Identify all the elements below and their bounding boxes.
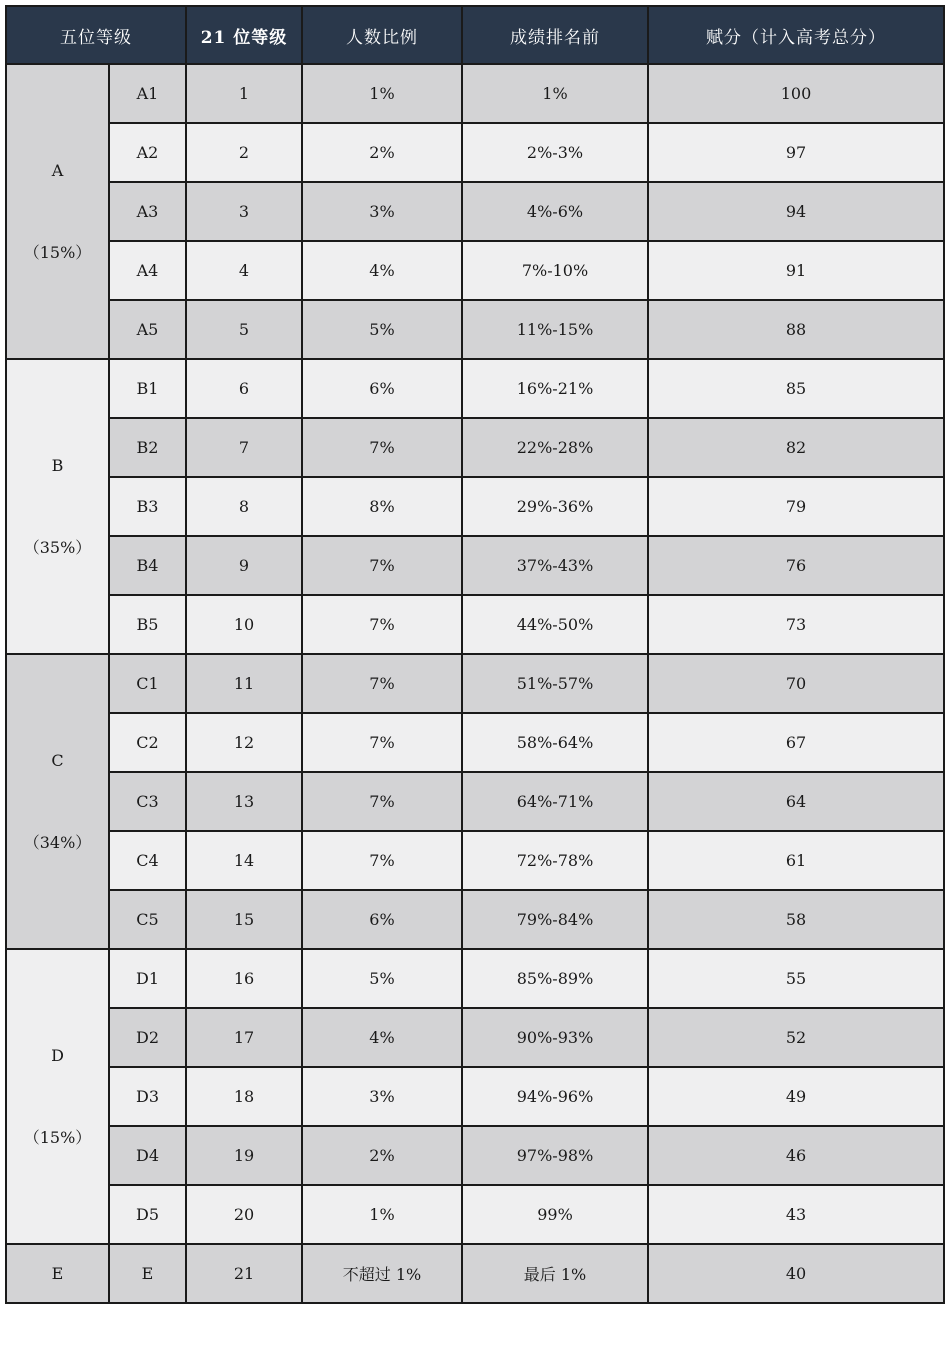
group-e-cell: E (6, 1244, 109, 1303)
group-percent: （34%） (23, 832, 92, 852)
header-score: 赋分（计入高考总分） (648, 6, 944, 64)
level-cell: 12 (186, 713, 302, 772)
table-row (6, 418, 944, 477)
grade-cell: A3 (109, 182, 186, 241)
score-cell: 40 (648, 1244, 944, 1303)
grade-cell: D2 (109, 1008, 186, 1067)
rank-cell: 22%-28% (462, 418, 648, 477)
ratio-cell: 4% (302, 1008, 462, 1067)
level-cell: 21 (186, 1244, 302, 1303)
table-row (6, 772, 944, 831)
level-cell: 11 (186, 654, 302, 713)
level-cell: 8 (186, 477, 302, 536)
group-letter: D (51, 1045, 64, 1065)
table-body (6, 64, 944, 1303)
table-row (6, 241, 944, 300)
level-cell: 2 (186, 123, 302, 182)
rank-cell: 72%-78% (462, 831, 648, 890)
score-cell: 55 (648, 949, 944, 1008)
table-row (6, 1008, 944, 1067)
level-cell: 1 (186, 64, 302, 123)
rank-cell: 29%-36% (462, 477, 648, 536)
score-cell: 100 (648, 64, 944, 123)
grade-cell: D5 (109, 1185, 186, 1244)
ratio-cell: 7% (302, 654, 462, 713)
ratio-cell: 1% (302, 64, 462, 123)
grade-cell: D1 (109, 949, 186, 1008)
rank-cell: 1% (462, 64, 648, 123)
score-cell: 73 (648, 595, 944, 654)
rank-cell: 2%-3% (462, 123, 648, 182)
grade-cell: A2 (109, 123, 186, 182)
level-cell: 9 (186, 536, 302, 595)
rank-cell: 58%-64% (462, 713, 648, 772)
table-row (6, 182, 944, 241)
grade-cell: B5 (109, 595, 186, 654)
score-cell: 88 (648, 300, 944, 359)
rank-cell: 64%-71% (462, 772, 648, 831)
ratio-cell: 7% (302, 831, 462, 890)
grade-cell: B1 (109, 359, 186, 418)
level-cell: 14 (186, 831, 302, 890)
level-cell: 19 (186, 1126, 302, 1185)
level-cell: 7 (186, 418, 302, 477)
table-row (6, 123, 944, 182)
ratio-cell: 8% (302, 477, 462, 536)
score-cell: 58 (648, 890, 944, 949)
table-row-e (6, 1244, 944, 1303)
table-row (6, 1126, 944, 1185)
score-cell: 94 (648, 182, 944, 241)
ratio-cell: 1% (302, 1185, 462, 1244)
rank-cell: 99% (462, 1185, 648, 1244)
group-letter: A (51, 160, 64, 180)
ratio-cell: 3% (302, 182, 462, 241)
rank-cell: 90%-93% (462, 1008, 648, 1067)
header-21-level: 21 位等级 (186, 6, 302, 64)
group-cell (6, 654, 109, 949)
level-cell: 20 (186, 1185, 302, 1244)
grade-cell: D4 (109, 1126, 186, 1185)
score-cell: 52 (648, 1008, 944, 1067)
score-cell: 85 (648, 359, 944, 418)
score-cell: 61 (648, 831, 944, 890)
score-cell: 97 (648, 123, 944, 182)
level-cell: 10 (186, 595, 302, 654)
header-five-level: 五位等级 (6, 6, 186, 64)
grade-cell: B4 (109, 536, 186, 595)
ratio-cell: 2% (302, 1126, 462, 1185)
table-row (6, 890, 944, 949)
table-row (6, 595, 944, 654)
ratio-cell: 4% (302, 241, 462, 300)
table-row (6, 477, 944, 536)
ratio-cell: 7% (302, 595, 462, 654)
ratio-cell: 6% (302, 359, 462, 418)
score-cell: 43 (648, 1185, 944, 1244)
rank-cell: 51%-57% (462, 654, 648, 713)
group-percent: （35%） (23, 537, 92, 557)
ratio-cell: 7% (302, 536, 462, 595)
group-percent: （15%） (23, 242, 92, 262)
rank-cell: 97%-98% (462, 1126, 648, 1185)
ratio-cell: 3% (302, 1067, 462, 1126)
score-cell: 64 (648, 772, 944, 831)
rank-cell: 16%-21% (462, 359, 648, 418)
table-row (6, 536, 944, 595)
rank-cell: 最后 1% (462, 1244, 648, 1303)
score-cell: 49 (648, 1067, 944, 1126)
grade-score-table (5, 5, 945, 1304)
grade-cell: C4 (109, 831, 186, 890)
score-cell: 79 (648, 477, 944, 536)
score-cell: 76 (648, 536, 944, 595)
table-header-row (6, 6, 944, 64)
ratio-cell: 5% (302, 949, 462, 1008)
ratio-cell: 不超过 1% (302, 1244, 462, 1303)
grade-cell: A1 (109, 64, 186, 123)
grade-cell: A4 (109, 241, 186, 300)
table-row (6, 654, 944, 713)
group-cell (6, 949, 109, 1244)
rank-cell: 79%-84% (462, 890, 648, 949)
level-cell: 17 (186, 1008, 302, 1067)
level-cell: 13 (186, 772, 302, 831)
ratio-cell: 7% (302, 772, 462, 831)
grade-cell: C5 (109, 890, 186, 949)
table-row (6, 1185, 944, 1244)
grade-cell: C3 (109, 772, 186, 831)
ratio-cell: 7% (302, 418, 462, 477)
score-cell: 91 (648, 241, 944, 300)
rank-cell: 7%-10% (462, 241, 648, 300)
score-cell: 82 (648, 418, 944, 477)
grade-cell: C2 (109, 713, 186, 772)
level-cell: 18 (186, 1067, 302, 1126)
table-row (6, 713, 944, 772)
group-cell (6, 64, 109, 359)
rank-cell: 85%-89% (462, 949, 648, 1008)
group-percent: （15%） (23, 1127, 92, 1147)
score-cell: 70 (648, 654, 944, 713)
rank-cell: 44%-50% (462, 595, 648, 654)
level-cell: 5 (186, 300, 302, 359)
table-row (6, 949, 944, 1008)
rank-cell: 4%-6% (462, 182, 648, 241)
grade-cell: D3 (109, 1067, 186, 1126)
score-cell: 46 (648, 1126, 944, 1185)
ratio-cell: 5% (302, 300, 462, 359)
group-cell (6, 359, 109, 654)
table-row (6, 1067, 944, 1126)
grade-cell: B3 (109, 477, 186, 536)
level-cell: 3 (186, 182, 302, 241)
grade-cell: C1 (109, 654, 186, 713)
level-cell: 15 (186, 890, 302, 949)
rank-cell: 94%-96% (462, 1067, 648, 1126)
level-cell: 4 (186, 241, 302, 300)
table-row (6, 359, 944, 418)
ratio-cell: 7% (302, 713, 462, 772)
header-ratio: 人数比例 (302, 6, 462, 64)
grade-table-container (5, 5, 943, 1304)
grade-cell: B2 (109, 418, 186, 477)
grade-cell: A5 (109, 300, 186, 359)
table-row (6, 300, 944, 359)
ratio-cell: 2% (302, 123, 462, 182)
group-letter: C (51, 750, 64, 770)
level-cell: 16 (186, 949, 302, 1008)
ratio-cell: 6% (302, 890, 462, 949)
level-cell: 6 (186, 359, 302, 418)
score-cell: 67 (648, 713, 944, 772)
group-letter: B (51, 455, 64, 475)
header-rank: 成绩排名前 (462, 6, 648, 64)
rank-cell: 37%-43% (462, 536, 648, 595)
grade-cell: E (109, 1244, 186, 1303)
table-row (6, 64, 944, 123)
rank-cell: 11%-15% (462, 300, 648, 359)
table-row (6, 831, 944, 890)
